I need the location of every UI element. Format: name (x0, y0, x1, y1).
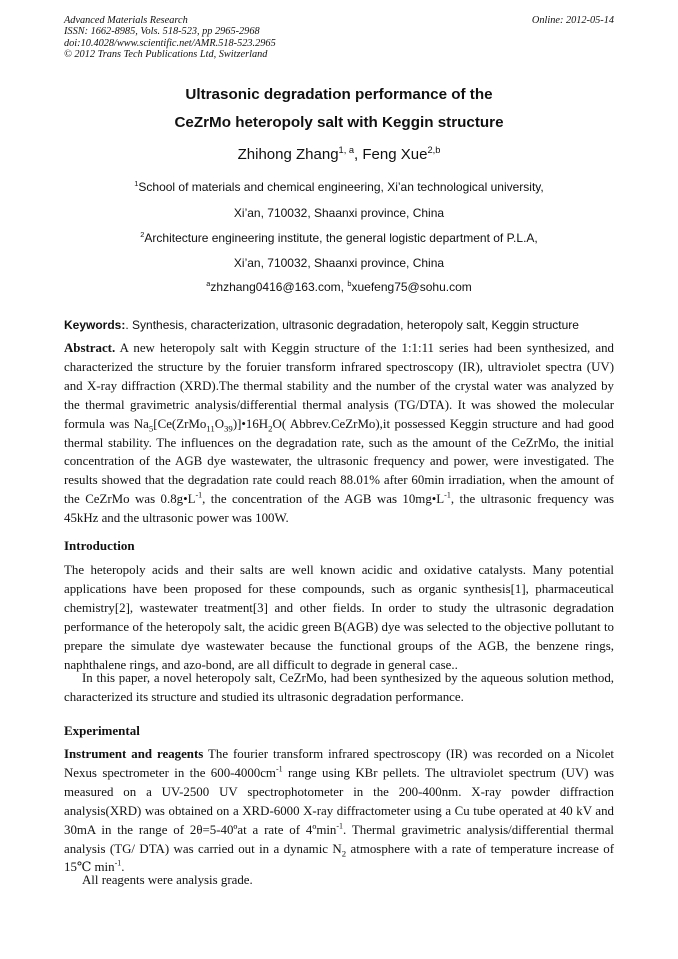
superscript: -1 (275, 764, 283, 774)
experimental-text: atmosphere with a rate of temperature increase of 15℃ min (64, 841, 614, 875)
keywords (64, 318, 616, 332)
subsection-label: Instrument and reagents (64, 747, 204, 761)
author-separator: , (354, 146, 363, 163)
abstract-text: , the ultrasonic frequency was 45kHz and the ultrasonic power was 100W. (64, 492, 614, 526)
keywords-text: . Synthesis, characterization, ultrasonic degradation, heteropoly salt, Keggin structure (125, 318, 579, 332)
issn-line: ISSN: 1662-8985, Vols. 518-523, pp 2965-2968 (64, 26, 260, 38)
paper-title-line2: CeZrMo heteropoly salt with Keggin structure (174, 114, 504, 131)
affiliation-mark: 1 (134, 179, 139, 188)
subscript: 5 (148, 423, 154, 434)
email-address: zhzhang0416@163.com, (210, 280, 348, 294)
abstract-text: O (214, 416, 225, 431)
email-address: xuefeng75@sohu.com (351, 280, 472, 294)
experimental-text: . (121, 860, 125, 875)
experimental-paragraph (64, 745, 614, 877)
abstract-text: , the concentration of the AGB was 10mg•L (202, 492, 445, 507)
author-name: Feng Xue (362, 146, 428, 163)
affiliation-1-address: Xi’an, 710032, Shaanxi province, China (233, 206, 445, 220)
keywords-label: Keywords: (64, 318, 126, 332)
superscript: -1 (195, 490, 203, 500)
subscript: 2 (268, 423, 273, 434)
superscript: -1 (444, 490, 451, 500)
abstract-text: A new heteropoly salt with Keggin structure of the 1:1:11 series had been synthesized, and characterized the structure by the foruier transform infrared spectroscopy (IR), ultraviolet spectra (UV) and X-ray diffraction (XRD).The thermal stability and the number of the crystal water was analyzed by the thermal gravimetric analysis/differential thermal analysis (TG/DTA). It was showed the molecular formula was Na (64, 341, 614, 431)
abstract-text: [Ce(ZrMo (153, 416, 207, 431)
paper-title-line1: Ultrasonic degradation performance of the (185, 86, 493, 103)
superscript: -1 (336, 821, 344, 831)
affiliation-text: Architecture engineering institute, the general logistic department of P.L.A, (144, 231, 538, 245)
journal-header (64, 15, 276, 61)
online-date: Online: 2012-05-14 (531, 15, 614, 26)
affiliation-mark: 2 (140, 230, 145, 239)
subscript: 2 (341, 848, 347, 859)
journal-name: Advanced Materials Research (64, 15, 188, 26)
author-name: Zhihong Zhang (237, 146, 339, 163)
copyright-line: © 2012 Trans Tech Publications Ltd, Switzerland (64, 49, 268, 61)
email-line (0, 280, 678, 294)
experimental-reagents-note: All reagents were analysis grade. (82, 873, 253, 887)
doi-line: doi:10.4028/www.scientific.net/AMR.518-523.2965 (64, 37, 276, 49)
abstract-label: Abstract. (64, 341, 116, 355)
experimental-text: The fourier transform infrared spectroscopy (IR) was recorded on a Nicolet Nexus spectrometer in the 600-4000cm (64, 747, 614, 780)
author-line (0, 146, 678, 163)
experimental-text: range using KBr pellets. The ultraviolet spectrum (UV) was measured on a UV-2500 UV spectrophotometer in the 200-400nm. X-ray powder diffraction analysis(XRD) was obtained on a XRD-6000 X-ray diffractometer using a Cu tube operated at 40 kV and 30mA in the range of 2θ=5-40ºat a rate of 4ºmin (64, 765, 614, 837)
introduction-paragraph-1: The heteropoly acids and their salts are well known acidic and oxidative catalysts. Many potential applications have been proposed for these compounds, such as organic synthesis[1], pharmaceutical chemistry[2], wastewater treatment[3] and other fields. In order to study the ultrasonic degradation performance of the heteropoly salt, the acidic green B(AGB) dye was selected to the objective pollutant to prepare the simulate dye wastewater because the functional groups of the AGB, the benzene rings, naphthalene rings, and azo-bond, are all difficult to degrade in general case.. (64, 563, 614, 672)
experimental-text: . Thermal gravimetric analysis/differential thermal analysis (TG/ DTA) was carried out in a dynamic N (64, 822, 614, 856)
subscript: 11 (206, 423, 215, 434)
section-heading-introduction: Introduction (64, 538, 135, 553)
introduction-paragraph-2: In this paper, a novel heteropoly salt, CeZrMo, had been synthesized by the aqueous solution method, characterized its structure and studied its ultrasonic degradation performance. (64, 671, 614, 704)
abstract-paragraph (64, 339, 614, 528)
abstract-text: )]•16H (232, 416, 269, 431)
email-mark: b (347, 279, 352, 288)
author-affiliation-mark: 2,b (427, 145, 441, 155)
email-mark: a (206, 279, 211, 288)
subscript: 39 (224, 423, 233, 434)
author-affiliation-mark: 1, a (338, 145, 355, 155)
affiliation-1 (0, 180, 678, 194)
affiliation-2-address: Xi’an, 710032, Shaanxi province, China (233, 256, 445, 270)
affiliation-text: School of materials and chemical engineering, Xi’an technological university, (138, 180, 544, 194)
section-heading-experimental: Experimental (64, 723, 140, 738)
affiliation-2 (0, 231, 678, 245)
abstract-text: O( Abbrev.CeZrMo),it possessed Keggin structure and had good thermal stability. The influences on the degradation rate, such as the amount of the CeZrMo, the initial concentration of the AGB dye wastewater, the ultrasonic frequency and power, were investigated. The results showed that the degradation rate could reach 88.01% after 60min irradiation, when the amount of the CeZrMo was 0.8g•L (64, 416, 614, 507)
superscript: -1 (114, 859, 122, 869)
